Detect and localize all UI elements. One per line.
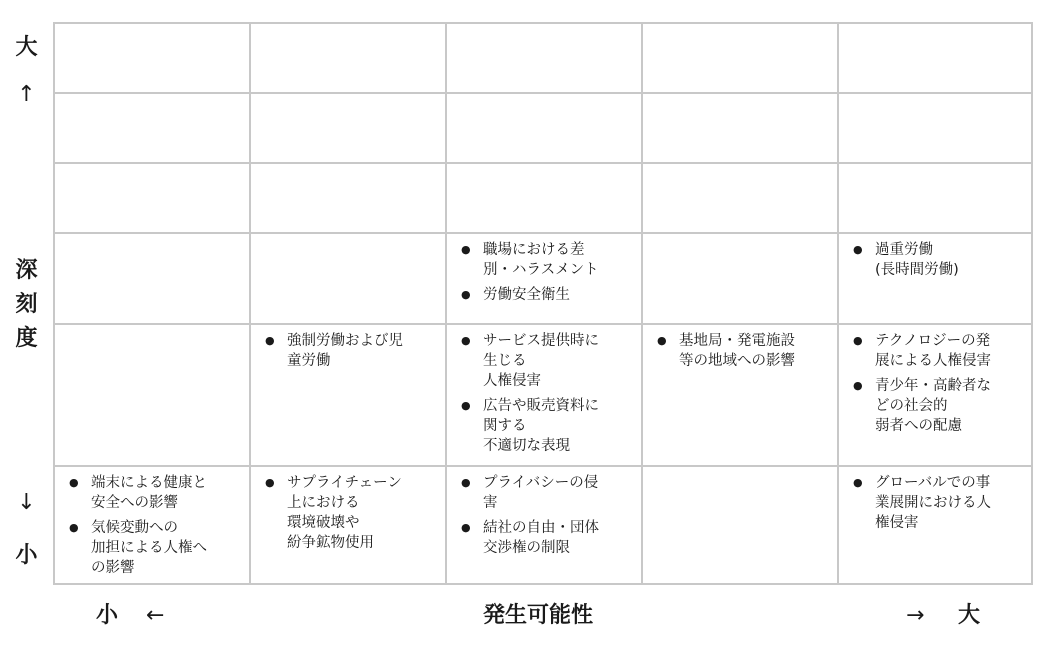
- bullet-icon: ●: [461, 476, 471, 489]
- matrix-cell-r2c5: [839, 94, 1031, 164]
- risk-item-text: 結社の自由・団体 交渉権の制限: [483, 520, 599, 556]
- matrix-cell-r3c4: [643, 164, 839, 234]
- risk-item: [69, 518, 241, 578]
- matrix-cell-r3c3: [447, 164, 643, 234]
- bullet-icon: ●: [853, 243, 863, 256]
- matrix-cell-r2c4: [643, 94, 839, 164]
- risk-item: [461, 473, 633, 513]
- bullet-icon: ●: [69, 521, 79, 534]
- risk-item: [657, 331, 829, 371]
- bullet-icon: ●: [657, 334, 667, 347]
- bullet-icon: ●: [461, 334, 471, 347]
- matrix-cell-r3c5: [839, 164, 1031, 234]
- matrix-cell-r1c4: [643, 24, 839, 94]
- x-axis-low-label: 小: [96, 603, 119, 628]
- matrix-cell-r4c1: [55, 234, 251, 325]
- matrix-cell-r2c3: [447, 94, 643, 164]
- risk-item-text: 職場における差 別・ハラスメント: [483, 242, 599, 278]
- matrix-cell-r3c2: [251, 164, 447, 234]
- bullet-icon: ●: [461, 399, 471, 412]
- matrix-cell-r2c1: [55, 94, 251, 164]
- risk-item: [461, 396, 633, 456]
- y-axis-low-label: 小: [15, 543, 38, 568]
- bullet-icon: ●: [853, 379, 863, 392]
- risk-item: [853, 376, 1023, 436]
- bullet-icon: ●: [69, 476, 79, 489]
- matrix-cell-r4c4: [643, 234, 839, 325]
- down-arrow-icon: ↓: [17, 490, 36, 515]
- risk-item-text: 青少年・高齢者な どの社会的 弱者への配慮: [875, 378, 991, 434]
- risk-item: [461, 285, 633, 305]
- risk-item-text: サービス提供時に 生じる 人権侵害: [483, 333, 599, 389]
- risk-item-text: サプライチェーン 上における 環境破壊や 紛争鉱物使用: [287, 475, 402, 551]
- matrix-cell-r4c5: [839, 234, 1031, 325]
- matrix-cell-r4c3: [447, 234, 643, 325]
- matrix-cell-r3c1: [55, 164, 251, 234]
- bullet-icon: ●: [265, 476, 275, 489]
- matrix-cell-r1c1: [55, 24, 251, 94]
- x-axis-title: 発生可能性: [483, 603, 594, 628]
- y-axis-title-text: 深刻度: [15, 258, 38, 351]
- matrix-cell-r6c1: [55, 467, 251, 583]
- matrix-cell-r6c4: [643, 467, 839, 583]
- x-axis-high-label: 大: [958, 603, 981, 628]
- bullet-icon: ●: [853, 334, 863, 347]
- risk-item-text: 広告や販売資料に 関する 不適切な表現: [483, 398, 599, 454]
- matrix-cell-r6c5: [839, 467, 1031, 583]
- risk-item-text: テクノロジーの発 展による人権侵害: [875, 333, 991, 369]
- risk-item: [853, 473, 1023, 533]
- risk-item-text: 強制労働および児 童労働: [287, 333, 403, 369]
- bullet-icon: ●: [461, 521, 471, 534]
- risk-item-text: 労働安全衛生: [483, 287, 570, 303]
- matrix-cell-r6c2: [251, 467, 447, 583]
- bullet-icon: ●: [461, 243, 471, 256]
- matrix-cell-r5c3: [447, 325, 643, 467]
- risk-item: [461, 331, 633, 391]
- risk-item-text: 端末による健康と 安全への影響: [91, 475, 207, 511]
- matrix-cell-r5c4: [643, 325, 839, 467]
- risk-item-text: グローバルでの事 業展開における人 権侵害: [875, 475, 991, 531]
- matrix-cell-r5c2: [251, 325, 447, 467]
- y-axis-high-label: 大: [15, 35, 38, 60]
- bullet-icon: ●: [265, 334, 275, 347]
- risk-item: [265, 331, 437, 371]
- risk-item: [69, 473, 241, 513]
- up-arrow-icon: ↑: [17, 82, 36, 107]
- bullet-icon: ●: [853, 476, 863, 489]
- risk-item: [265, 473, 437, 553]
- risk-item: [853, 240, 1023, 280]
- matrix-cell-r5c5: [839, 325, 1031, 467]
- matrix-cell-r1c5: [839, 24, 1031, 94]
- matrix-cell-r4c2: [251, 234, 447, 325]
- risk-item-text: 気候変動への 加担による人権へ の影響: [91, 520, 207, 576]
- left-arrow-icon: ←: [146, 603, 165, 628]
- right-arrow-icon: →: [906, 603, 925, 628]
- risk-item: [853, 331, 1023, 371]
- risk-item-text: 基地局・発電施設 等の地域への影響: [679, 333, 795, 369]
- risk-item: [461, 518, 633, 558]
- risk-item: [461, 240, 633, 280]
- matrix-cell-r1c3: [447, 24, 643, 94]
- risk-item-text: プライバシーの侵 害: [483, 475, 599, 511]
- matrix-cell-r1c2: [251, 24, 447, 94]
- matrix-cell-r5c1: [55, 325, 251, 467]
- matrix-cell-r2c2: [251, 94, 447, 164]
- bullet-icon: ●: [461, 288, 471, 301]
- matrix-cell-r6c3: [447, 467, 643, 583]
- risk-matrix: [53, 22, 1033, 585]
- risk-item-text: 過重労働 (長時間労働): [875, 242, 959, 278]
- y-axis-title: [0, 254, 53, 356]
